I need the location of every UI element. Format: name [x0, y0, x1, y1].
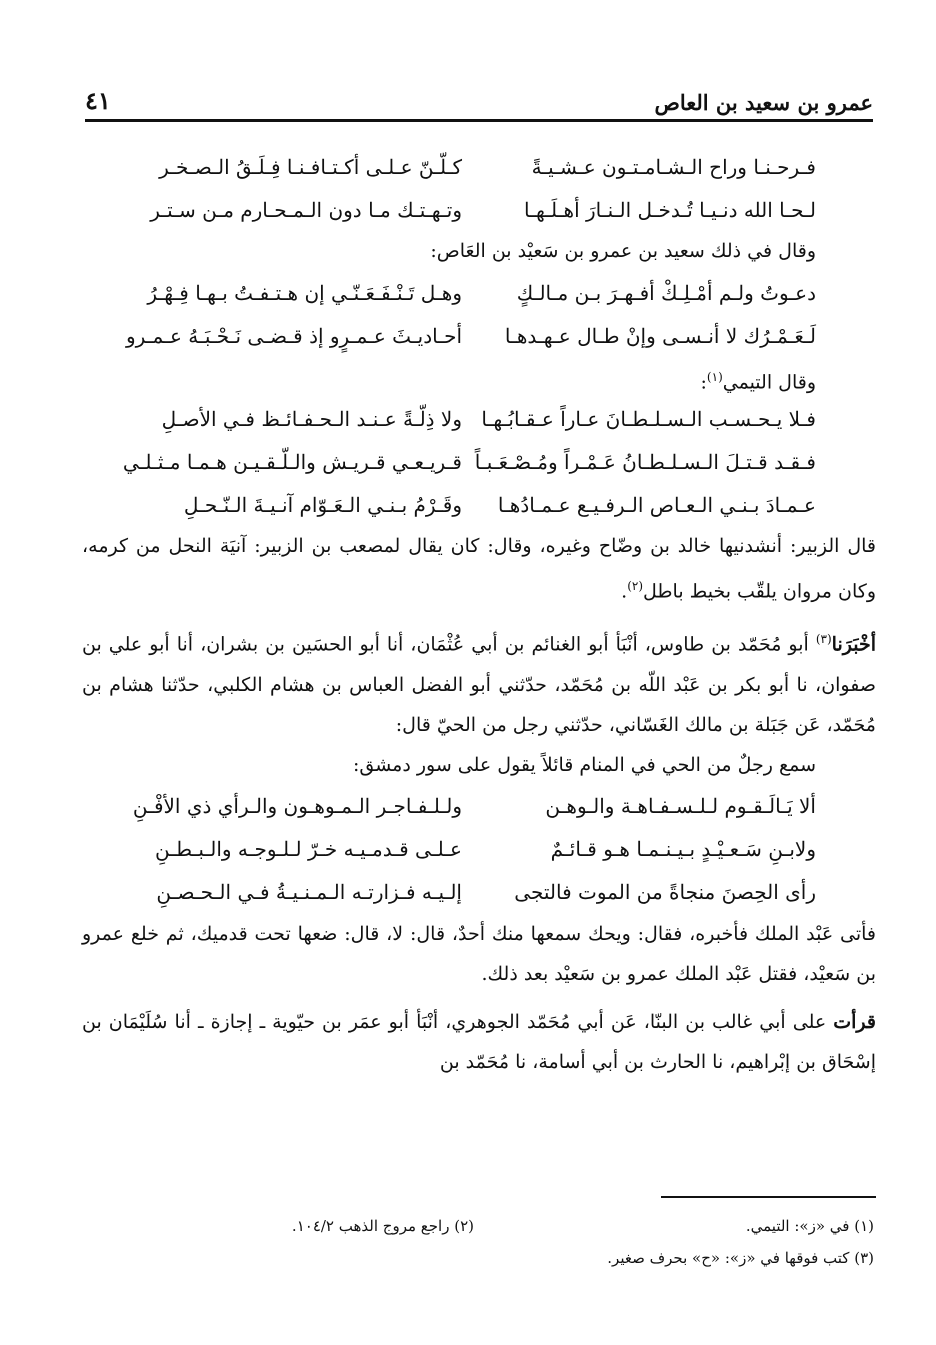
verse-hemistich-first: فـلا يـحـسـب الـسـلـطـانَ عـاراً عـقـابُـهـا	[481, 406, 816, 431]
isnad-lead-word: أخْبَرَنا	[831, 633, 876, 656]
verse-line	[82, 828, 876, 871]
paragraph	[82, 526, 876, 611]
footnote-divider	[661, 1196, 876, 1198]
verse-line	[82, 871, 876, 914]
intro-text: وقال التيمي	[722, 371, 816, 394]
paragraph	[82, 619, 876, 744]
verse-hemistich-first: فـرحـنـا وراح الـشـامـتـون عـشـيـةً	[531, 154, 816, 179]
verse-hemistich-first: فـقـد قـتـلَ الـسـلـطـانُ عَـمْـراً ومُـصْـعَـبـاً	[474, 449, 816, 474]
footnote: (٢) راجع مروج الذهب ١٠٤/٢.	[291, 1217, 474, 1235]
verse-line	[82, 440, 876, 483]
verse-line	[82, 271, 876, 314]
poem-intro	[82, 357, 876, 397]
footnote-ref: (٣)	[815, 632, 832, 647]
page-number: ٤١	[85, 86, 111, 115]
footnotes	[70, 1210, 874, 1274]
verse-hemistich-second: قـريـعـي قـريـش والـلّـقـيـن هـمـا مـثـلـي	[122, 449, 462, 474]
verse-hemistich-second: عـلـى قـدمـيـه خـرّ لـلـوجـه والـبـطـنِ	[154, 837, 462, 862]
verse-hemistich-first: لَـعَـمْـرُك لا أنـسـى وإنْ طـال عـهـدهـا	[504, 323, 816, 348]
verse-line	[82, 397, 876, 440]
footnote: (٣) كتب فوقها في «ز»: «ح» بحرف صغير.	[607, 1249, 874, 1267]
verse-hemistich-second: وهـل تَـنْـفَـعَـنّـي إن هـتـفـتُ بـهـا فِـهْـرُ	[147, 280, 462, 305]
running-header	[85, 82, 873, 122]
poem-intro: سمع رجلٌ من الحي في المنام قائلاً يقول على سور دمشق:	[352, 753, 816, 776]
verse-hemistich-first: لـحـا الله دنـيـا تُـدخـل الـنـارَ أهـلَـهـا	[524, 197, 816, 222]
paragraph: فأتى عَبْد الملك فأخبره، فقال: ويحك سمعها منك أحدٌ، قال: لا، قال: ضعها تحت قدميك، ثم خلع عمرو بن سَعيْد، فقتل عَبْد الملك عمرو بن سَعيْد بعد ذلك.	[82, 922, 876, 985]
verse-hemistich-first: رأى الحِصنَ منجاةً من الموت فالتجى	[514, 880, 816, 905]
verse-hemistich-first: دعـوتُ ولـم أمْـلِـكْ أفـهـرَ بـن مـالـكٍ	[516, 280, 816, 305]
footnote-row	[70, 1242, 874, 1274]
paragraph-end: .	[621, 580, 628, 603]
paragraph-text: قال الزبير: أنشدنيها خالد بن وضّاح وغيره، وقال: كان يقال لمصعب بن الزبير: آنيَة النحل من كرمه، وكان مروان يلقّب بخيط باطل	[82, 535, 876, 603]
verse-line	[82, 785, 876, 828]
verse-hemistich-second: وقَـرْمُ بـنـي الـعَـوّام آنـيـةَ الـنّـحـلِ	[183, 492, 462, 517]
verse-hemistich-second: ولا ذِلّـةً عـنـد الـحـفـائـظ فـي الأصـلِ	[161, 406, 462, 431]
footnote-ref: (٢)	[627, 579, 644, 593]
verse-hemistich-second: ولـلـفـاجـر الـمـوهـون والـرأي ذي الأفْـنِ	[132, 794, 462, 819]
paragraph	[82, 1002, 876, 1082]
verse-line	[82, 314, 876, 357]
verse-line	[82, 188, 876, 231]
intro-end: :	[700, 371, 707, 394]
verse-hemistich-second: إلـيـه فـزارتـه الـمـنـيـةُ فـي الـحـصـنِ	[156, 880, 462, 905]
footnote: (١) في «ز»: التيمي.	[745, 1217, 874, 1235]
paragraph-text: أبو مُحَمّد بن طاوس، أنْبَأ أبو الغنائم بن أبي عُثْمَان، أنا أبو الحسَين بن بشران، أنا أبو علي بن صفوان، نا أبو بكر بن عَبْد اللّه بن مُحَمّد، حدّثني أبو الفضل العباس بن هشام الكلبي، حدّثنا هشام بن مُحَمّد، عَن جَبَلة بن مالك الغَسّاني، حدّثني رجل من الحيّ قال:	[82, 633, 876, 736]
paragraph-text: على أبي غالب بن البنّا، عَن أبي مُحَمّد الجوهري، أنْبَأ أبو عمَر بن حيّوية ـ إجازة ـ أنا سُلَيْمَان بن إسْحَاق بن إبْراهيم، نا الحارث بن أبي أسامة، نا مُحَمّد بن	[82, 1010, 876, 1073]
verse-line	[82, 483, 876, 526]
verse-line	[82, 145, 876, 188]
footnote-row	[70, 1210, 874, 1242]
verse-hemistich-first: ولابـنِ سَـعـيْـدٍ بـيـنـمـا هـو قـائـمٌ	[550, 837, 816, 862]
verse-hemistich-second: كـلّـنّ عـلـى أكـتـافـنـا فِـلَـقُ الـصـخـر	[159, 154, 462, 179]
verse-hemistich-second: أحـاديـثَ عـمـرٍو إذ قـضـى نَـحْـبَـهُ عـمـرو	[125, 323, 462, 348]
header-title: عمرو بن سعيد بن العاص	[654, 90, 873, 115]
verse-hemistich-first: ألا يَـالَـقـوم لـلـسـفـاهـة والـوهـن	[545, 794, 816, 819]
verse-hemistich-first: عـمـادَ بـنـي الـعـاص الـرفـيـع عـمـادُهـا	[497, 492, 816, 517]
poem-intro: وقال في ذلك سعيد بن عمرو بن سَعيْد بن العَاص:	[430, 240, 816, 262]
verse-hemistich-second: وتـهـتـك مـا دون الـمـحـارم مـن سـتـر	[150, 197, 462, 222]
footnote-ref: (١)	[706, 370, 723, 384]
isnad-lead-word: قرأت	[833, 1010, 876, 1033]
main-text	[82, 145, 876, 1082]
